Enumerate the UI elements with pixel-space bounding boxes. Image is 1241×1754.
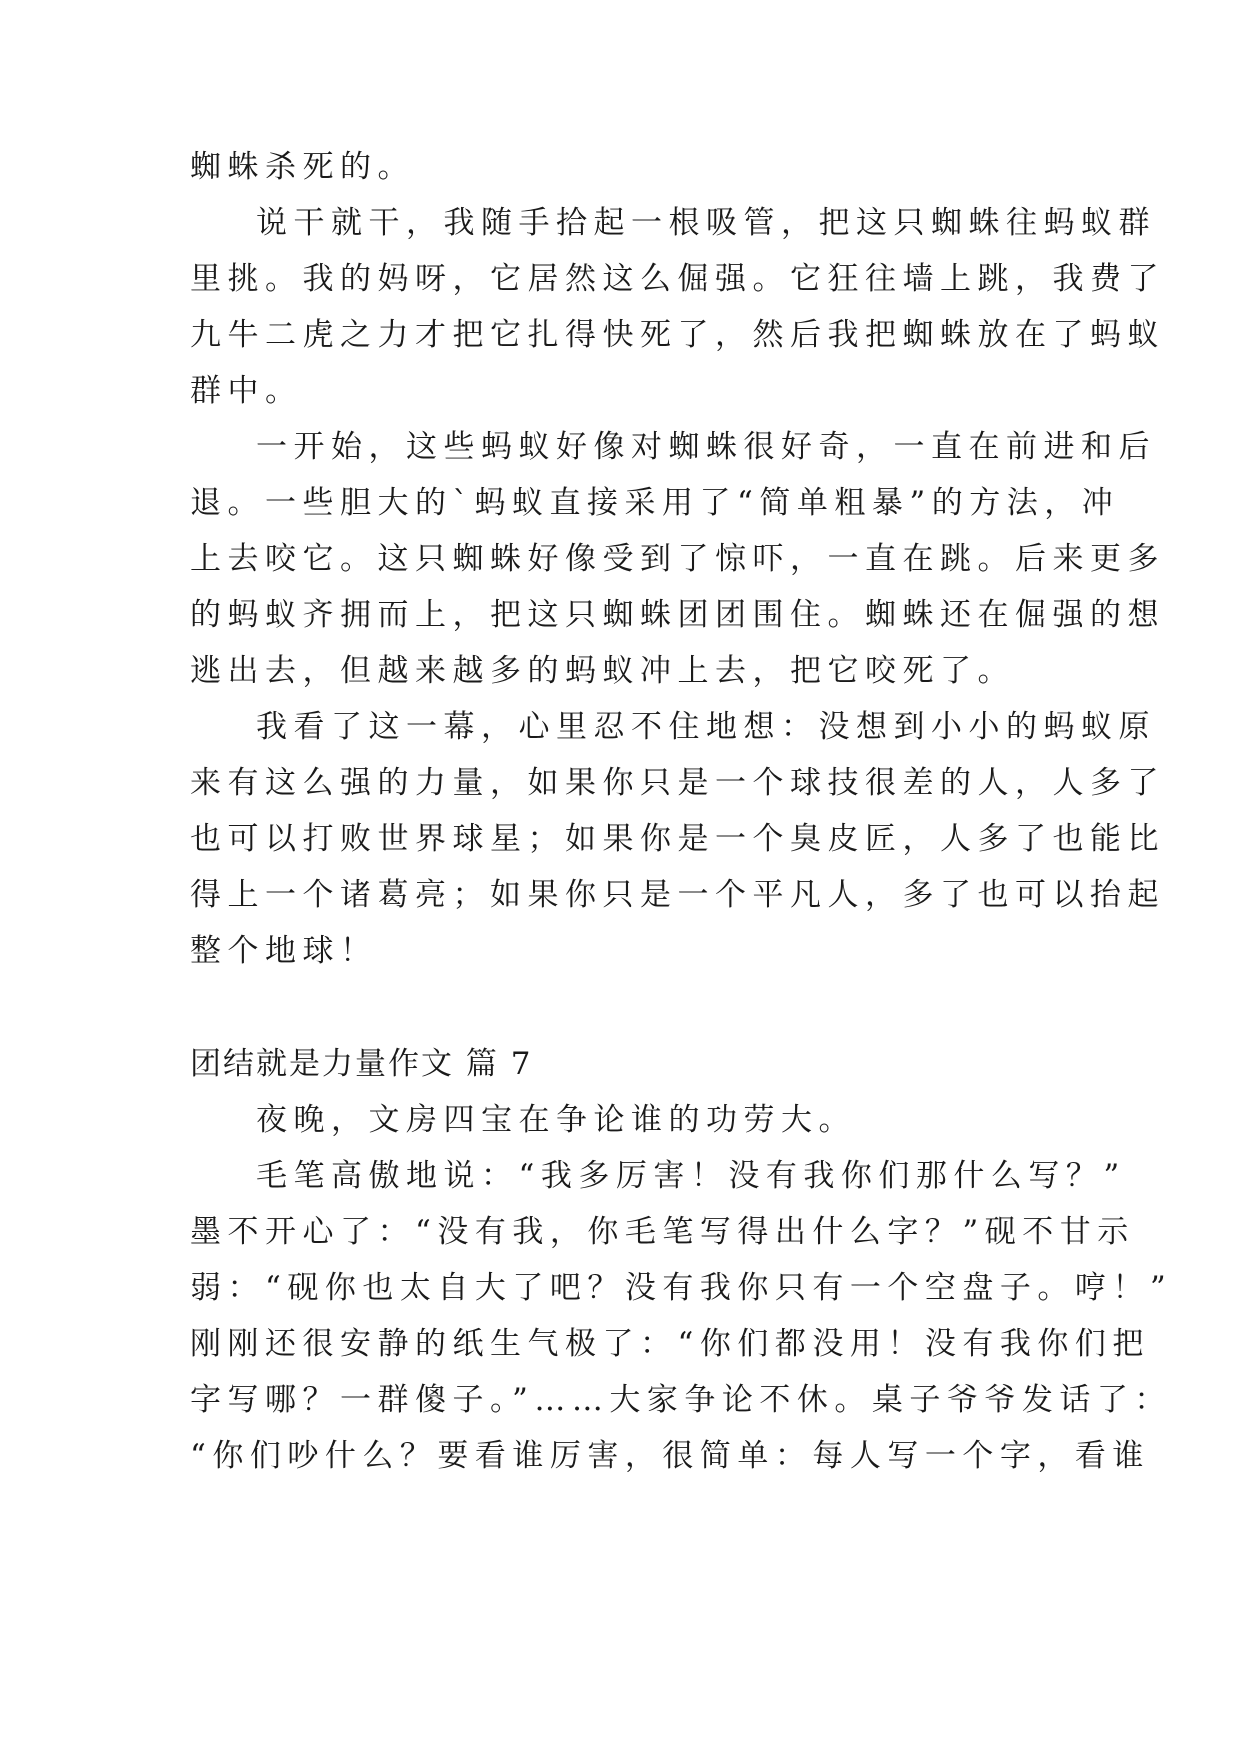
paragraph-line: 墨不开心了：“没有我，你毛笔写得出什么字？”砚不甘示 xyxy=(190,1214,1135,1250)
paragraph-line: 也可以打败世界球星；如果你是一个臭皮匠，人多了也能比 xyxy=(190,821,1165,857)
paragraph-line: 群中。 xyxy=(190,373,303,409)
paragraph-line: 里挑。我的妈呀，它居然这么倔强。它狂往墙上跳，我费了 xyxy=(190,261,1165,297)
paragraph-line: 刚刚还很安静的纸生气极了：“你们都没用！没有我你们把 xyxy=(190,1326,1150,1362)
paragraph-line: 弱：“砚你也太自大了吧？没有我你只有一个空盘子。哼！” xyxy=(190,1270,1173,1306)
paragraph-line: 逃出去，但越来越多的蚂蚁冲上去，把它咬死了。 xyxy=(190,653,1015,689)
paragraph-line: 退。一些胆大的`蚂蚁直接采用了“简单粗暴”的方法，冲 xyxy=(190,485,1120,521)
paragraph-line: 一开始，这些蚂蚁好像对蜘蛛很好奇，一直在前进和后 xyxy=(256,429,1156,465)
paragraph-line: 得上一个诸葛亮；如果你只是一个平凡人，多了也可以抬起 xyxy=(190,877,1165,913)
paragraph-line: 的蚂蚁齐拥而上，把这只蜘蛛团团围住。蜘蛛还在倔强的想 xyxy=(190,597,1165,633)
paragraph-line: 夜晚，文房四宝在争论谁的功劳大。 xyxy=(256,1102,856,1138)
paragraph-line: 说干就干，我随手拾起一根吸管，把这只蜘蛛往蚂蚁群 xyxy=(256,205,1156,241)
paragraph-line: 蜘蛛杀死的。 xyxy=(190,149,415,185)
paragraph-line: 整个地球！ xyxy=(190,933,378,969)
paragraph-line: 我看了这一幕，心里忍不住地想：没想到小小的蚂蚁原 xyxy=(256,709,1156,745)
paragraph-line: “你们吵什么？要看谁厉害，很简单：每人写一个字，看谁 xyxy=(190,1438,1150,1474)
section-heading: 团结就是力量作文 篇 7 xyxy=(190,1046,533,1082)
paragraph-line: 来有这么强的力量，如果你只是一个球技很差的人，人多了 xyxy=(190,765,1165,801)
paragraph-line: 九牛二虎之力才把它扎得快死了，然后我把蜘蛛放在了蚂蚁 xyxy=(190,317,1165,353)
paragraph-line: 上去咬它。这只蜘蛛好像受到了惊吓，一直在跳。后来更多 xyxy=(190,541,1165,577)
paragraph-line: 毛笔高傲地说：“我多厉害！没有我你们那什么写？” xyxy=(256,1158,1126,1194)
paragraph-line: 字写哪？一群傻子。”……大家争论不休。桌子爷爷发话了： xyxy=(190,1382,1172,1418)
